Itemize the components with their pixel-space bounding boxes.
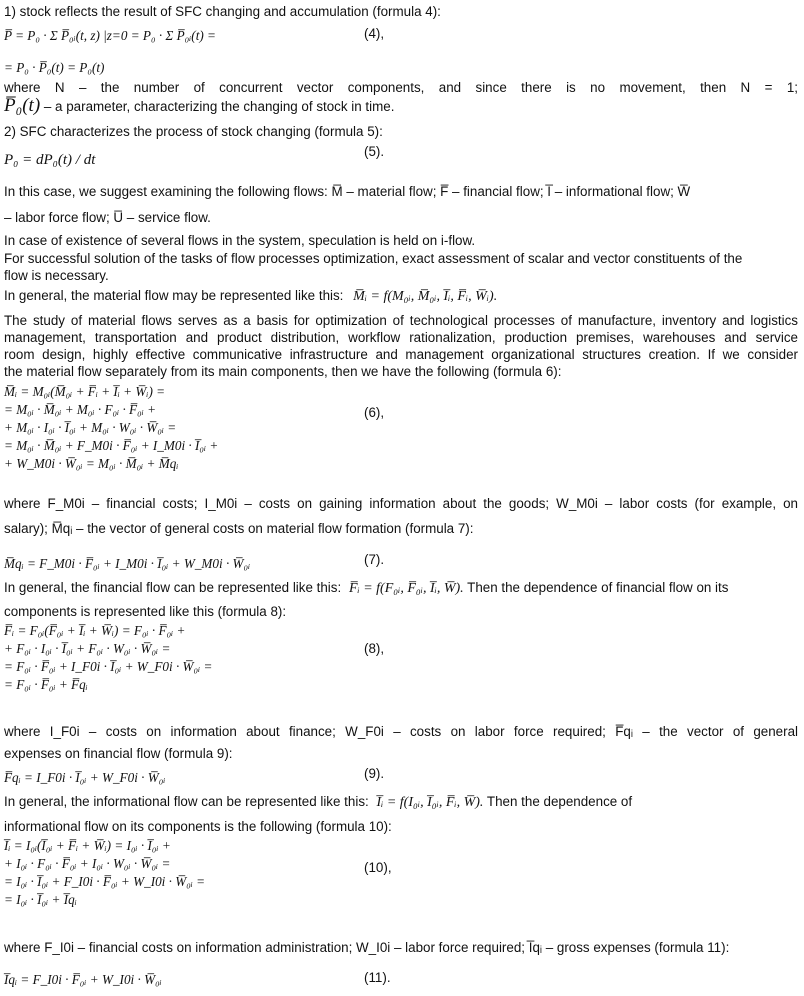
formula-6-number: (6), bbox=[364, 405, 385, 420]
formula-9: F̅qᵢ = I_F0i · I̅₀ᵢ + W_F0i · W̅₀ᵢ bbox=[4, 770, 166, 785]
paragraph-study-2: management, transportation and product distribution, workflow rationalization, production premises, warehouses and service bbox=[4, 330, 798, 345]
paragraph-flows-cont: – labor force flow; U̅ – service flow. bbox=[4, 210, 211, 225]
formula-6-line-2: = M₀ᵢ · M̅₀ᵢ + M₀ᵢ · F₀ᵢ · F̅₀ᵢ + bbox=[4, 402, 156, 417]
formula-6-line-3: + M₀ᵢ · I₀ᵢ · I̅₀ᵢ + M₀ᵢ · W₀ᵢ · W̅₀ᵢ = bbox=[4, 420, 177, 435]
paragraph-material-flow bbox=[4, 288, 798, 305]
paragraph-financial-expenses: expenses on financial flow (formula 9): bbox=[4, 746, 233, 761]
material-flow-text: In general, the material flow may be represented like this: bbox=[4, 288, 344, 303]
formula-6-line-5: + W_M0i · W̅₀ᵢ = M₀ᵢ · M̅₀ᵢ + M̅qᵢ bbox=[4, 456, 179, 471]
formula-10-line-2: + I₀ᵢ · F₀ᵢ · F̅₀ᵢ + I₀ᵢ · W₀ᵢ · W̅₀ᵢ = bbox=[4, 856, 171, 871]
informational-flow-text-cont: Then the dependence of bbox=[483, 794, 633, 809]
paragraph-several-flows: In case of existence of several flows in the system, speculation is held on i-flow. bbox=[4, 233, 476, 248]
material-flow-formula: M̅ᵢ = f(M₀ᵢ, M̅₀ᵢ, I̅ᵢ, F̅ᵢ, W̅ᵢ). bbox=[353, 289, 498, 304]
formula-8-line-2: + F₀ᵢ · I₀ᵢ · I̅₀ᵢ + F₀ᵢ · W₀ᵢ · W̅₀ᵢ = bbox=[4, 641, 171, 656]
formula-10-number: (10), bbox=[364, 860, 392, 875]
paragraph-study-4: the material flow separately from its main components, then we have the following (formula 6): bbox=[4, 364, 562, 379]
formula-8-line-3: = F₀ᵢ · F̅₀ᵢ + I_F0i · I̅₀ᵢ + W_F0i · W̅₀ᵢ = bbox=[4, 659, 213, 674]
paragraph-flows: In this case, we suggest examining the following flows: M̅ – material flow; F̅ – financial flow; I̅ – informational flow; W̅ bbox=[4, 184, 691, 199]
formula-5: P₀ = dP₀(t) / dt bbox=[4, 152, 96, 168]
paragraph-study-1: The study of material flows serves as a basis for optimization of technological processes of manufacture, inventory and logistics bbox=[4, 313, 798, 328]
informational-flow-text: In general, the informational flow can be represented like this: bbox=[4, 794, 369, 809]
paragraph-study-3: room design, highly effective communicative infrastructure and management organizational structures creation. If we consider bbox=[4, 347, 798, 362]
formula-5-number: (5). bbox=[364, 144, 385, 159]
formula-10-line-1: I̅ᵢ = I₀ᵢ(I̅₀ᵢ + F̅ᵢ + W̅ᵢ) = I₀ᵢ · I̅₀ᵢ + bbox=[4, 838, 171, 853]
paragraph-informational-components: informational flow on its components is the following (formula 10): bbox=[4, 819, 392, 834]
formula-10-line-4: = I₀ᵢ · I̅₀ᵢ + I̅qᵢ bbox=[4, 892, 77, 907]
formula-4-line-1: P̅ = P₀ · Σ P̅₀ᵢ(t, z) |z=0 = P₀ · Σ P̅₀ᵢ(t) = bbox=[4, 28, 216, 43]
formula-11-number: (11). bbox=[364, 970, 391, 985]
paragraph-sfc: 2) SFC characterizes the process of stock changing (formula 5): bbox=[4, 124, 383, 139]
formula-9-number: (9). bbox=[364, 766, 385, 781]
paragraph-stock: 1) stock reflects the result of SFC changing and accumulation (formula 4): bbox=[4, 4, 441, 19]
formula-8-number: (8), bbox=[364, 641, 385, 656]
paragraph-where-finance: where I_F0i – costs on information about finance; W_F0i – costs on labor force required; F̅qᵢ – the vector of general bbox=[4, 724, 798, 739]
formula-8-line-4: = F₀ᵢ · F̅₀ᵢ + F̅qᵢ bbox=[4, 677, 88, 692]
formula-6-line-1: M̅ᵢ = M₀ᵢ(M̅₀ᵢ + F̅ᵢ + I̅ᵢ + W̅ᵢ) = bbox=[4, 384, 166, 399]
formula-10-line-3: = I₀ᵢ · I̅₀ᵢ + F_I0i · F̅₀ᵢ + W_I0i · W̅₀ᵢ = bbox=[4, 874, 206, 889]
formula-11: I̅qᵢ = F_I0i · F̅₀ᵢ + W_I0i · W̅₀ᵢ bbox=[4, 972, 162, 987]
paragraph-where-costs: where F_M0i – financial costs; I_M0i – costs on gaining information about the goods; W_M0i – labor costs (for example, on bbox=[4, 496, 798, 511]
financial-flow-text-cont: Then the dependence of financial flow on its bbox=[463, 580, 729, 595]
informational-flow-formula: I̅ᵢ = f(I₀ᵢ, I̅₀ᵢ, F̅ᵢ, W̅). bbox=[376, 795, 484, 810]
financial-flow-formula: F̅ᵢ = f(F₀ᵢ, F̅₀ᵢ, I̅ᵢ, W̅). bbox=[348, 581, 464, 596]
p0-symbol: P̅₀(t) bbox=[4, 95, 41, 116]
formula-4-number: (4), bbox=[364, 26, 385, 41]
paragraph-financial-flow bbox=[4, 580, 798, 597]
p0-description: – a parameter, characterizing the changing of stock in time. bbox=[40, 99, 395, 114]
paragraph-optimization: For successful solution of the tasks of flow processes optimization, exact assessment of scalar and vector constituents of the bbox=[4, 251, 743, 266]
formula-7: M̅qᵢ = F_M0i · F̅₀ᵢ + I_M0i · I̅₀ᵢ + W_M0i · W̅₀ᵢ bbox=[4, 556, 251, 571]
paragraph-financial-components: components is represented like this (formula 8): bbox=[4, 604, 287, 619]
paragraph-vector-costs: salary); M̅qᵢ – the vector of general costs on material flow formation (formula 7): bbox=[4, 521, 474, 536]
paragraph-where-n: where N – the number of concurrent vector components, and since there is no movement, then N = 1; bbox=[4, 80, 798, 95]
formula-8-line-1: F̅ᵢ = F₀ᵢ(F̅₀ᵢ + I̅ᵢ + W̅ᵢ) = F₀ᵢ · F̅₀ᵢ + bbox=[4, 623, 186, 638]
financial-flow-text: In general, the financial flow can be represented like this: bbox=[4, 580, 342, 595]
paragraph-optimization-cont: flow is necessary. bbox=[4, 268, 109, 283]
paragraph-p0-parameter bbox=[4, 95, 798, 116]
paragraph-informational-flow bbox=[4, 794, 798, 811]
paragraph-where-information: where F_I0i – financial costs on information administration; W_I0i – labor force required; I̅qᵢ – gross expenses (formula 11): bbox=[4, 940, 730, 955]
formula-4-line-2: = P₀ · P̅₀(t) = P₀(t) bbox=[4, 60, 105, 75]
formula-6-line-4: = M₀ᵢ · M̅₀ᵢ + F_M0i · F̅₀ᵢ + I_M0i · I̅₀ᵢ + bbox=[4, 438, 219, 453]
formula-7-number: (7). bbox=[364, 552, 385, 567]
